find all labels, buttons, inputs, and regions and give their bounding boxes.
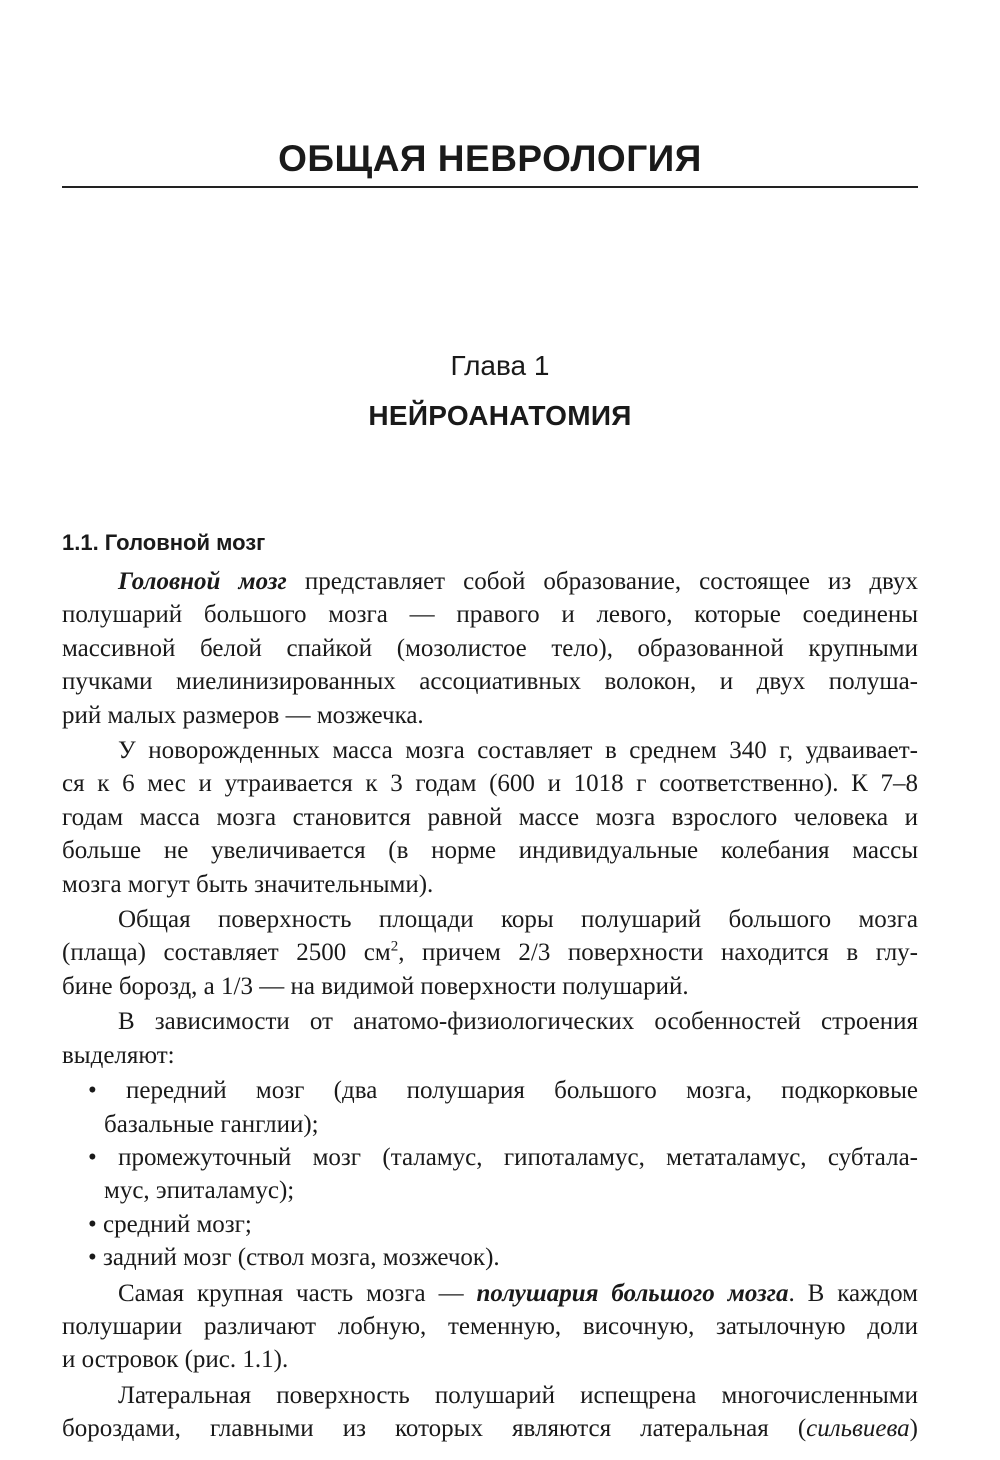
text-line xyxy=(62,1412,918,1445)
text-line: пучками миелинизированных ассоциативных волокон, и двух полуша- xyxy=(62,668,918,696)
text-line: выделяют: xyxy=(62,1041,175,1069)
paragraph-4 xyxy=(62,1005,918,1072)
text-span: Самая крупная часть мозга — xyxy=(118,1279,477,1307)
text-span: . В каждом xyxy=(788,1279,918,1307)
text-line: мозга могут быть значительными). xyxy=(62,870,434,898)
text-line: полушарий большого мозга — правого и левого, которые соединены xyxy=(62,601,918,629)
text-line: полушарии различают лобную, теменную, височную, затылочную доли xyxy=(62,1312,918,1340)
text-line: рий малых размеров — мозжечка. xyxy=(62,701,424,729)
text-line: годам масса мозга становится равной массе мозга взрослого человека и xyxy=(62,803,918,831)
paragraph-1 xyxy=(62,565,918,732)
paragraph-2 xyxy=(62,734,918,901)
text-line xyxy=(62,1277,918,1310)
body-text xyxy=(62,563,918,1446)
list-item: • передний мозг (два полушария большого мозга, подкорковые xyxy=(88,1077,918,1105)
term-emphasis: Головной мозг xyxy=(118,568,287,595)
superscript: 2 xyxy=(390,939,399,956)
text-line: В зависимости от анатомо-физиологических особенностей строения xyxy=(118,1008,918,1036)
section-heading: 1.1. Головной мозг xyxy=(62,530,266,555)
text-line: больше не увеличивается (в норме индивидуальные колебания массы xyxy=(62,837,918,865)
paragraph-6 xyxy=(62,1379,918,1446)
list-item: • задний мозг (ствол мозга, мозжечок). xyxy=(88,1244,500,1272)
text-line: ся к 6 мес и утраивается к 3 годам (600 и 1018 г соответственно). К 7–8 xyxy=(62,770,918,798)
term-italic: сильвиева xyxy=(806,1415,910,1443)
text-line: Латеральная поверхность полушарий испещрена многочисленными xyxy=(118,1381,918,1409)
chapter-label: Глава 1 xyxy=(450,350,550,381)
text-line xyxy=(62,936,918,969)
text-line: массивной белой спайкой (мозолистое тело), образованной крупными xyxy=(62,634,918,662)
chapter-title: НЕЙРОАНАТОМИЯ xyxy=(368,400,632,431)
term-emphasis: полушария большого мозга xyxy=(476,1279,789,1307)
text-line: У новорожденных масса мозга составляет в среднем 340 г, удваивает- xyxy=(118,737,918,765)
text-span: представляет собой образование, состоящее из двух xyxy=(286,568,918,595)
text-span: ) xyxy=(909,1415,918,1443)
text-line xyxy=(62,565,918,598)
text-span: (плаща) составляет 2500 см xyxy=(62,939,391,967)
list-item-continuation: мус, эпиталамус); xyxy=(104,1177,295,1205)
bullet-list xyxy=(62,1074,918,1274)
paragraph-5 xyxy=(62,1277,918,1377)
list-item: • средний мозг; xyxy=(88,1210,252,1238)
title-rule xyxy=(62,186,918,188)
paragraph-3 xyxy=(62,903,918,1003)
list-item: • промежуточный мозг (таламус, гипоталамус, метаталамус, субтала- xyxy=(88,1143,918,1171)
text-line: бине борозд, а 1/3 — на видимой поверхности полушарий. xyxy=(62,972,689,1000)
text-span: , причем 2/3 поверхности находится в глу- xyxy=(398,939,918,967)
list-item-continuation: базальные ганглии); xyxy=(104,1110,319,1138)
text-line: Общая поверхность площади коры полушарий большого мозга xyxy=(118,906,918,934)
text-span: бороздами, главными из которых являются латеральная ( xyxy=(62,1415,807,1443)
part-title: ОБЩАЯ НЕВРОЛОГИЯ xyxy=(278,138,702,179)
text-line: и островок (рис. 1.1). xyxy=(62,1346,289,1374)
